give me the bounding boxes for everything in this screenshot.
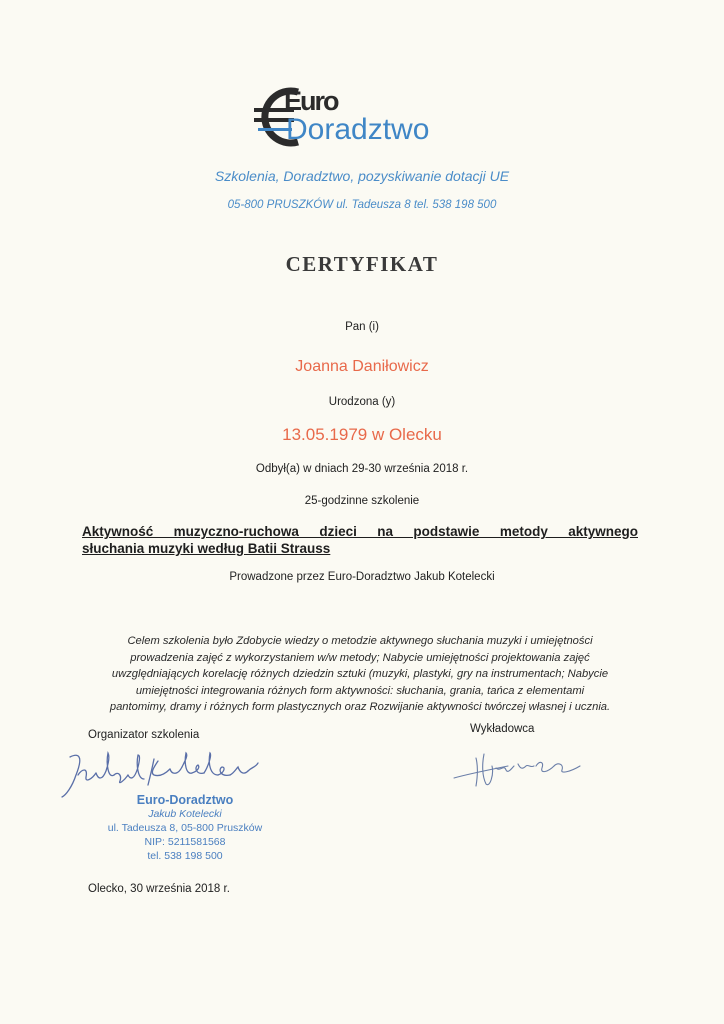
stamp-address: ul. Tadeusza 8, 05-800 Pruszków [107,822,263,834]
course-goal-line: pantomimy, dramy i różnych form plastycznych oraz Rozwijanie aktywności twórczej własnej i ucznia. [109,701,611,713]
certificate-title: CERTYFIKAT [285,252,439,276]
course-goal-line: umiejętności integrowania różnych form aktywności: słuchania, grania, tańca z elementami [135,684,585,697]
logo-text-euro: Euro [284,86,338,116]
organizer-label: Organizator szkolenia [88,729,200,741]
course-title-line-2: słuchania muzyki według Batii Strauss [82,541,331,556]
course-goal [86,633,634,716]
place-date: Olecko, 30 września 2018 r. [88,883,230,895]
tagline: Szkolenia, Doradztwo, pozyskiwanie dotacji UE [214,168,510,184]
birth-date-place: 13.05.1979 w Olecku [282,425,442,444]
organizer-stamp [60,793,310,863]
stamp-phone: tel. 538 198 500 [147,850,223,862]
course-title-line-1: Aktywność muzyczno-ruchowa dzieci na podstawie metody aktywnego [82,524,638,539]
participant-name: Joanna Daniłowicz [295,358,429,375]
born-label: Urodzona (y) [328,396,396,408]
logo-text-doradztwo: Doradztwo [286,113,430,146]
lecturer-signature [448,744,588,794]
course-goal-line: uwzględniających korelację różnych dziedzin sztuki (muzyki, plastyki, gry na instrumentach; Nabycie [111,668,609,680]
course-goal-line: prowadzenia zajęć z wykorzystaniem w/w metody; Nabycie umiejętności projektowania zajęć [130,651,590,664]
lecturer-label: Wykładowca [470,723,535,735]
course-hours: 25-godzinne szkolenie [304,495,420,507]
attended-dates: Odbył(a) w dniach 29-30 września 2018 r. [255,463,469,475]
conducted-by: Prowadzone przez Euro-Doradztwo Jakub Kotelecki [229,571,495,583]
header-address: 05-800 PRUSZKÓW ul. Tadeusza 8 tel. 538 198 500 [227,199,497,211]
stamp-nip: NIP: 5211581568 [144,836,226,848]
stamp-person: Jakub Kotelecki [148,808,222,820]
euro-doradztwo-logo [250,84,490,150]
course-title [82,523,638,557]
stamp-company-name: Euro-Doradztwo [136,793,234,807]
salutation: Pan (i) [345,321,379,333]
course-goal-line: Celem szkolenia było Zdobycie wiedzy o metodzie aktywnego słuchania muzyki i umiejętności [127,635,593,647]
